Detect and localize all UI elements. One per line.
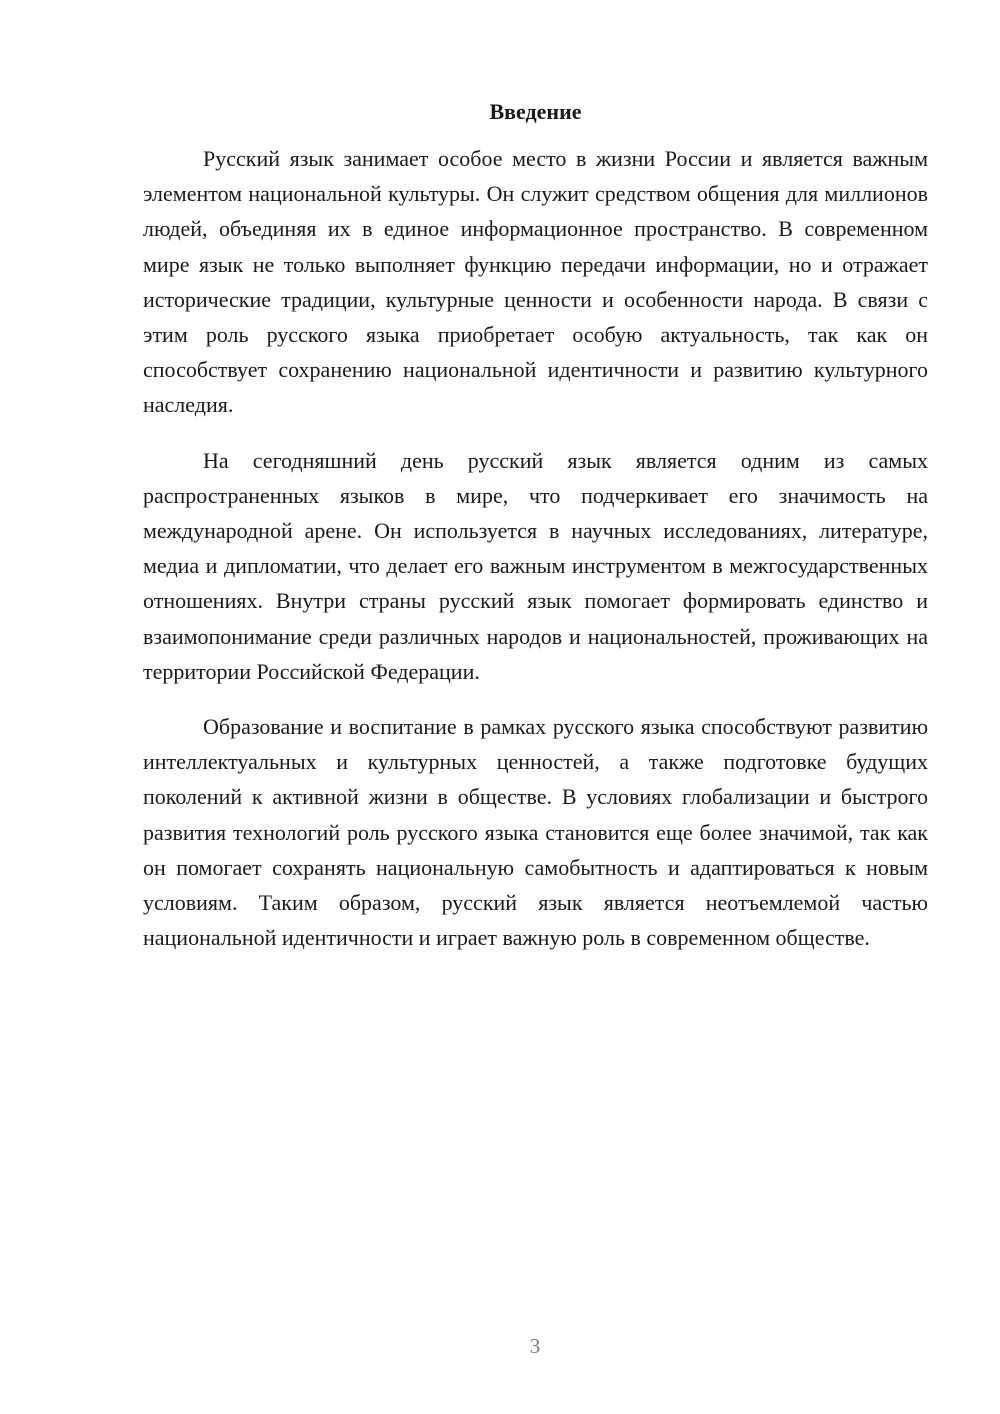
page-title: Введение [489,99,582,124]
page-content [143,94,928,955]
page-number: 3 [529,1334,541,1358]
paragraph-1: Русский язык занимает особое место в жизни России и является важным элементом национальной культуры. Он служит средством общения для миллионов людей, объединяя их в единое информационное пространство. В современном мире язык не только выполняет функцию передачи информации, но и отражает исторические традиции, культурные ценности и особенности народа. В связи с этим роль русского языка приобретает особую актуальность, так как он способствует сохранению национальной идентичности и развитию культурного наследия. [143,146,928,418]
paragraph-3: Образование и воспитание в рамках русского языка способствуют развитию интеллектуальных и культурных ценностей, а также подготовке будущих поколений к активной жизни в обществе. В условиях глобализации и быстрого развития технологий роль русского языка становится еще более значимой, так как он помогает сохранять национальную самобытность и адаптироваться к новым условиям. Таким образом, русский язык является неотъемлемой частью национальной идентичности и играет важную роль в современном обществе. [143,714,928,951]
paragraph-2: На сегодняшний день русский язык является одним из самых распространенных языков в мире, что подчеркивает его значимость на международной арене. Он используется в научных исследованиях, литературе, медиа и дипломатии, что делает его важным инструментом в межгосударственных отношениях. Внутри страны русский язык помогает формировать единство и взаимопонимание среди различных народов и национальностей, проживающих на территории Российской Федерации. [143,447,928,684]
